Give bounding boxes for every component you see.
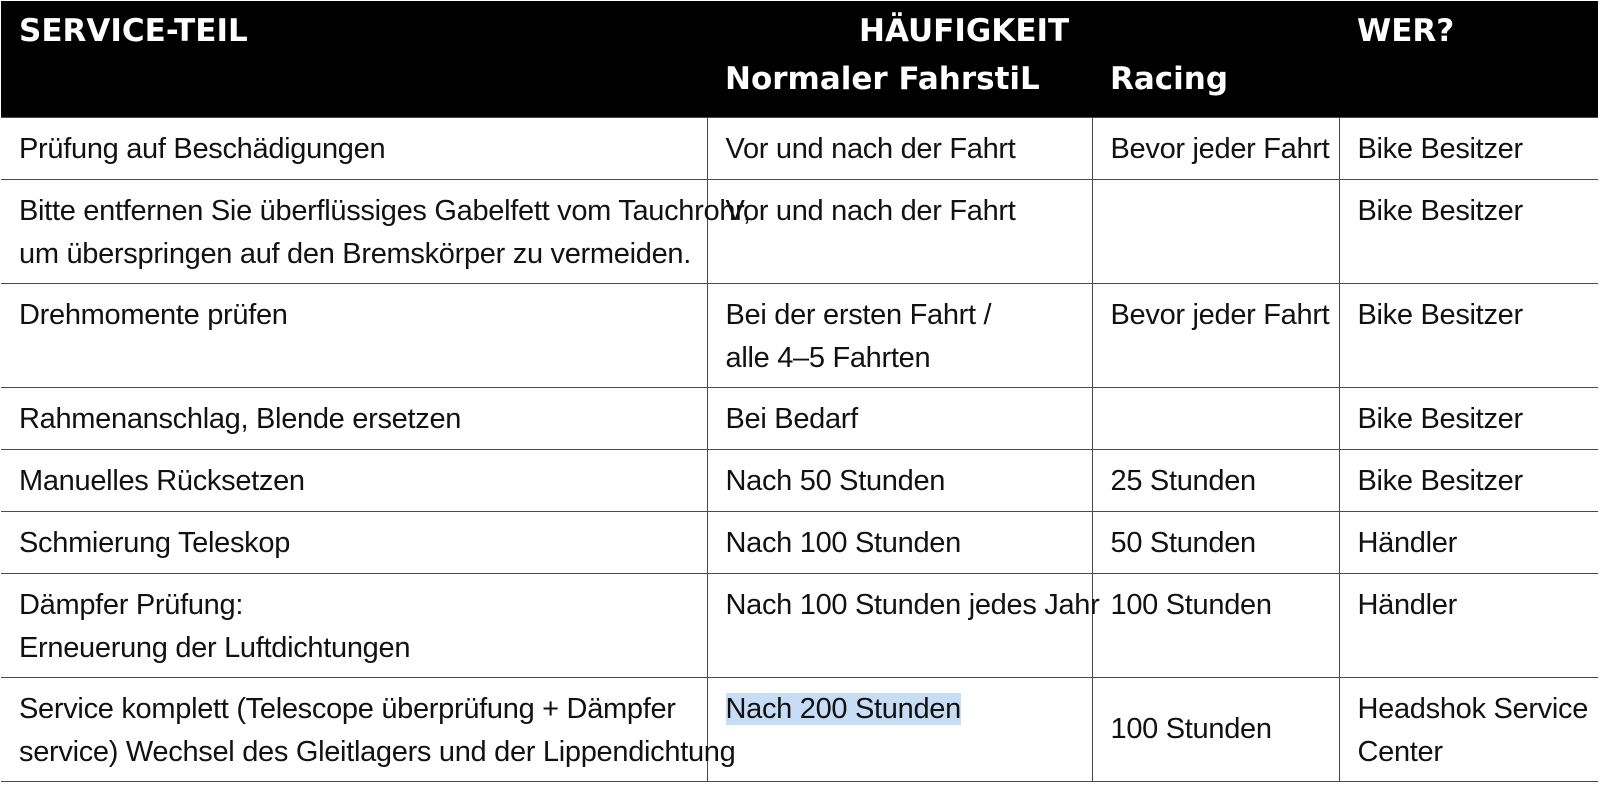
cell-part-text: Service komplett (Telescope überprüfung + Dämpfer	[19, 692, 676, 725]
cell-racing	[1092, 283, 1339, 387]
cell-normal	[707, 449, 1092, 511]
cell-part-text: Erneuerung der Luftdichtungen	[19, 631, 411, 664]
cell-normal	[707, 117, 1092, 179]
cell-racing-text: 100 Stunden	[1110, 588, 1272, 621]
header-who	[1339, 1, 1598, 117]
cell-who	[1339, 449, 1598, 511]
cell-who-text: Händler	[1357, 588, 1457, 621]
cell-part	[1, 387, 707, 449]
table-header	[1, 1, 1598, 117]
cell-part-text: Schmierung Teleskop	[19, 526, 291, 559]
selected-text[interactable]: Nach 200 Stunden	[725, 692, 961, 725]
header-part-label: SERVICE-TEIL	[19, 13, 248, 49]
cell-racing-text: Bevor jeder Fahrt	[1110, 298, 1330, 331]
cell-who-text: Bike Besitzer	[1357, 298, 1523, 331]
cell-part-text: service) Wechsel des Gleitlagers und der Lippendichtung	[19, 735, 736, 768]
cell-who-text: Headshok Service	[1357, 692, 1589, 725]
cell-part	[1, 179, 751, 283]
cell-who	[1339, 387, 1598, 449]
cell-racing	[1092, 677, 1339, 781]
cell-normal-text: Nach 100 Stunden	[725, 526, 961, 559]
table-row	[1, 511, 1598, 573]
cell-who-text: Bike Besitzer	[1357, 464, 1523, 497]
header-who-label: WER?	[1357, 13, 1455, 49]
cell-normal	[707, 677, 1092, 781]
cell-racing	[1092, 573, 1339, 677]
header-racing	[1092, 1, 1339, 117]
cell-who-text: Bike Besitzer	[1357, 132, 1523, 165]
cell-who	[1339, 511, 1598, 573]
cell-racing-text: 100 Stunden	[1110, 712, 1272, 745]
cell-racing	[1092, 387, 1339, 449]
cell-normal	[707, 387, 1092, 449]
cell-normal-text: Bei der ersten Fahrt /	[725, 298, 992, 331]
cell-part	[1, 573, 707, 677]
service-table	[1, 1, 1598, 782]
table-row	[1, 449, 1598, 511]
cell-normal-text: alle 4–5 Fahrten	[725, 341, 931, 374]
cell-racing-text: Bevor jeder Fahrt	[1110, 132, 1330, 165]
cell-racing-text: 50 Stunden	[1110, 526, 1256, 559]
header-frequency-label: HÄUFIGKEIT	[859, 13, 1070, 49]
header-row	[1, 1, 1598, 117]
cell-who	[1339, 677, 1598, 781]
cell-normal-text: Nach 50 Stunden	[725, 464, 946, 497]
cell-part	[1, 283, 707, 387]
cell-part-text: Manuelles Rücksetzen	[19, 464, 305, 497]
header-normal	[707, 1, 1092, 117]
cell-normal-text: Bei Bedarf	[725, 402, 858, 435]
cell-normal-text	[726, 688, 1078, 731]
cell-part	[1, 677, 736, 781]
cell-who-text: Bike Besitzer	[1357, 194, 1523, 227]
cell-normal	[707, 511, 1092, 573]
cell-racing	[1092, 449, 1339, 511]
cell-part-text: Drehmomente prüfen	[19, 298, 288, 331]
cell-part	[1, 449, 707, 511]
header-racing-label: Racing	[1110, 61, 1229, 97]
cell-who	[1339, 283, 1598, 387]
table-row	[1, 573, 1598, 677]
cell-who-text: Händler	[1357, 526, 1457, 559]
cell-racing	[1092, 117, 1339, 179]
cell-who-text: Bike Besitzer	[1357, 402, 1523, 435]
table-row	[1, 677, 1598, 781]
cell-normal	[707, 573, 1100, 677]
cell-racing	[1092, 179, 1339, 283]
cell-part-text: Dämpfer Prüfung:	[19, 588, 244, 621]
cell-part-text: Bitte entfernen Sie überflüssiges Gabelfett vom Tauchrohr,	[19, 194, 751, 227]
cell-who	[1339, 573, 1598, 677]
cell-normal-text: Vor und nach der Fahrt	[725, 132, 1016, 165]
cell-part-text: Prüfung auf Beschädigungen	[19, 132, 386, 165]
cell-who	[1339, 179, 1598, 283]
table-row	[1, 387, 1598, 449]
table-row	[1, 179, 1598, 283]
table-row	[1, 283, 1598, 387]
cell-racing	[1092, 511, 1339, 573]
cell-normal-text: Vor und nach der Fahrt	[725, 194, 1016, 227]
cell-who	[1339, 117, 1598, 179]
header-part	[1, 1, 707, 117]
table-row	[1, 117, 1598, 179]
table-body	[1, 117, 1598, 781]
cell-part-text: Rahmenanschlag, Blende ersetzen	[19, 402, 462, 435]
cell-racing-text: 25 Stunden	[1110, 464, 1256, 497]
cell-part	[1, 117, 707, 179]
cell-normal-text: Nach 100 Stunden jedes Jahr	[725, 588, 1100, 621]
cell-normal	[707, 283, 1092, 387]
cell-normal	[707, 179, 1092, 283]
cell-who-text: Center	[1357, 735, 1443, 768]
header-normal-label: Normaler FahrstiL	[725, 61, 1040, 97]
cell-part-text: um überspringen auf den Bremskörper zu vermeiden.	[19, 237, 691, 270]
cell-part	[1, 511, 707, 573]
